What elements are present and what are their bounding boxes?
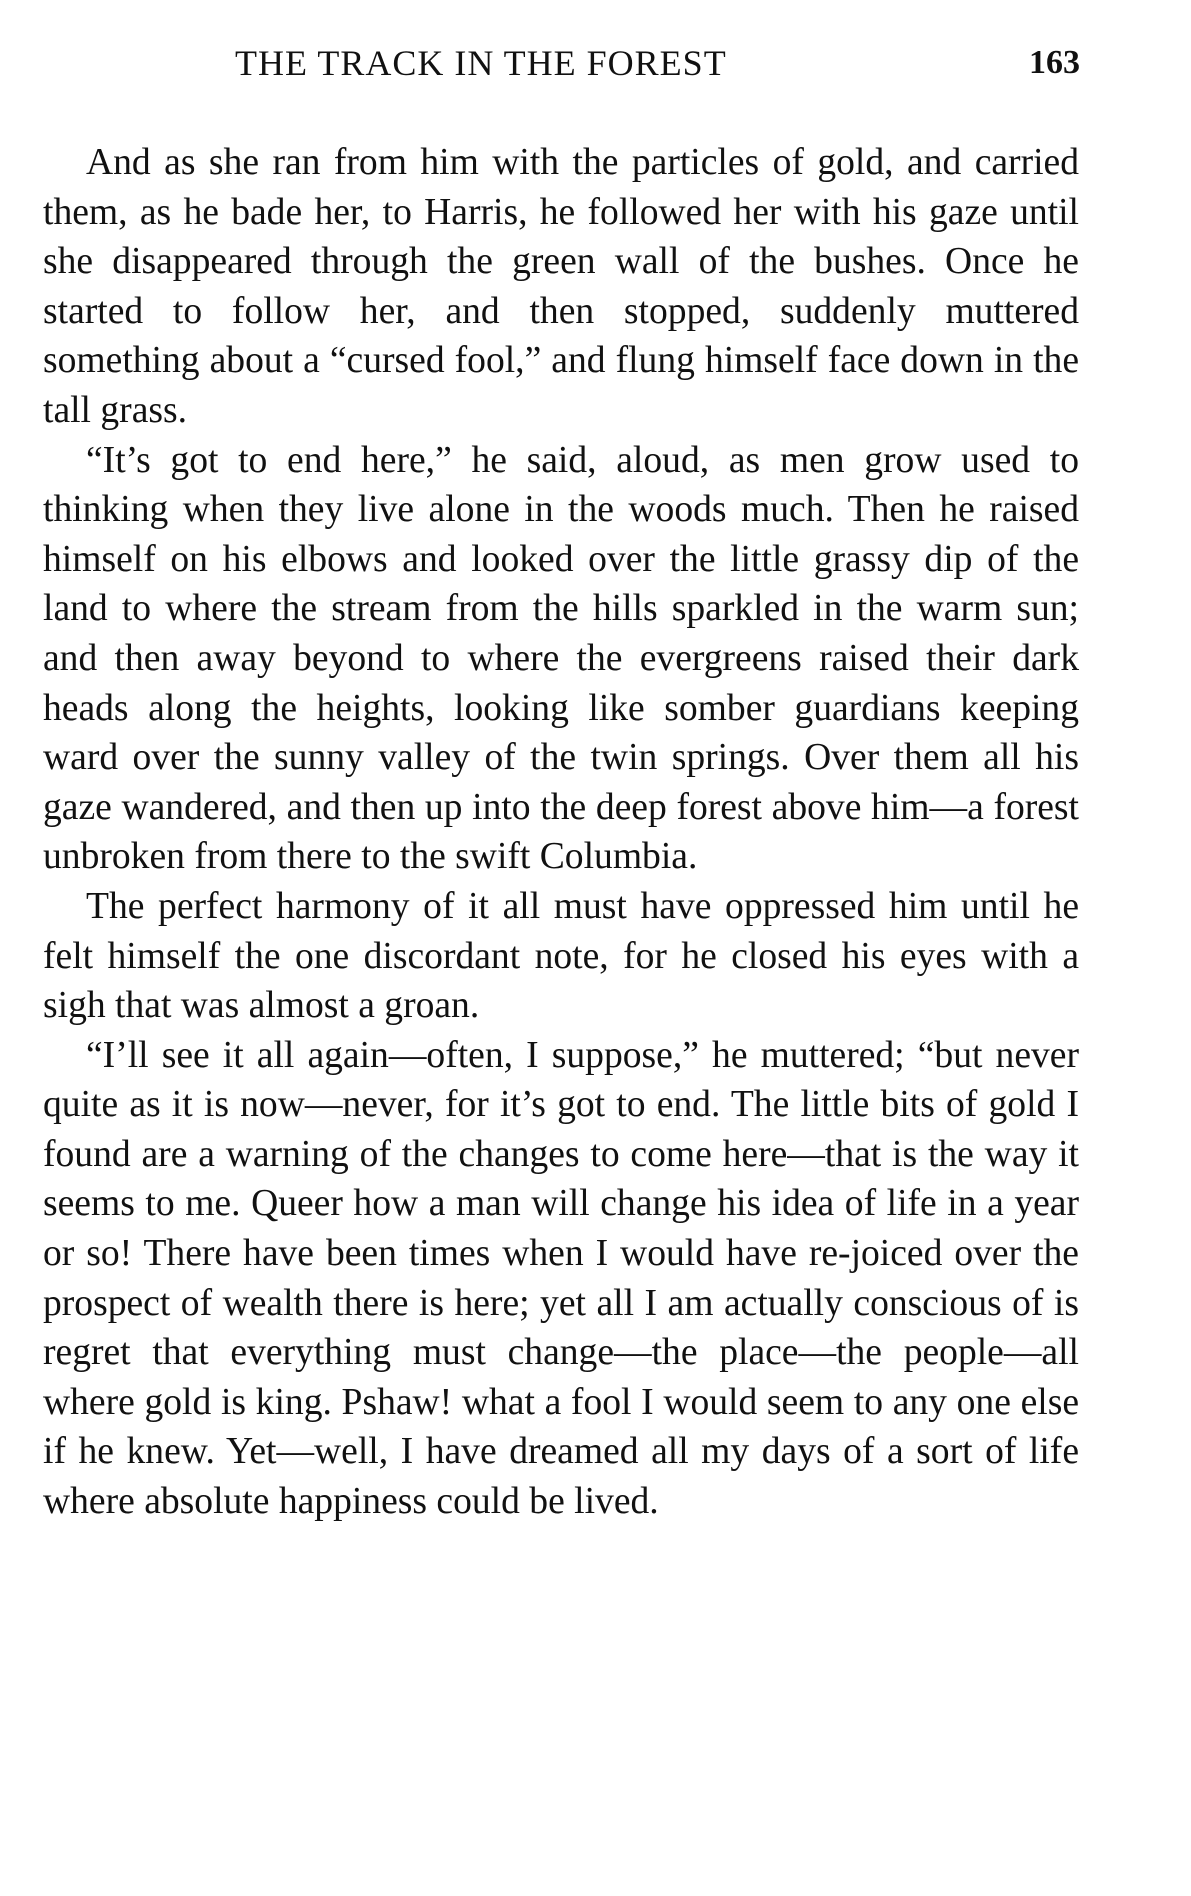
body-text — [43, 138, 1079, 1527]
page-number: 163 — [1029, 44, 1080, 81]
paragraph-2: “It’s got to end here,” he said, aloud, as men grow used to thinking when they live alone in the woods much. Then he raised himself on his elbows and looked over the little grassy dip of the land to where the stream from the hills sparkled in the warm sun; and then away beyond to where the evergreens raised their dark heads along the heights, looking like somber guardians keeping ward over the sunny valley of the twin springs. Over them all his gaze wandered, and then up into the deep forest above him—a forest unbroken from there to the swift Columbia. — [43, 439, 1079, 878]
paragraph-1: And as she ran from him with the particles of gold, and carried them, as he bade her, to Harris, he followed her with his gaze until she disappeared through the green wall of the bushes. Once he started to follow her, and then stopped, suddenly muttered something about a “cursed fool,” and flung himself face down in the tall grass. — [43, 142, 1079, 431]
running-head: THE TRACK IN THE FOREST — [235, 43, 727, 83]
paragraph-3: The perfect harmony of it all must have oppressed him until he felt himself the one discordant note, for he closed his eyes with a sigh that was almost a groan. — [43, 885, 1079, 1027]
page-header — [40, 38, 1080, 88]
paragraph-4: “I’ll see it all again—often, I suppose,” he muttered; “but never quite as it is now—never, for it’s got to end. The little bits of gold I found are a warning of the changes to come here—that is the way it seems to me. Queer how a man will change his idea of life in a year or so! There have been times when I would have re-joiced over the prospect of wealth there is here; yet all I am actually conscious of is regret that everything must change—the place—the people—all where gold is king. Pshaw! what a fool I would seem to any one else if he knew. Yet—well, I have dreamed all my days of a sort of life where absolute happiness could be lived. — [43, 1034, 1079, 1523]
